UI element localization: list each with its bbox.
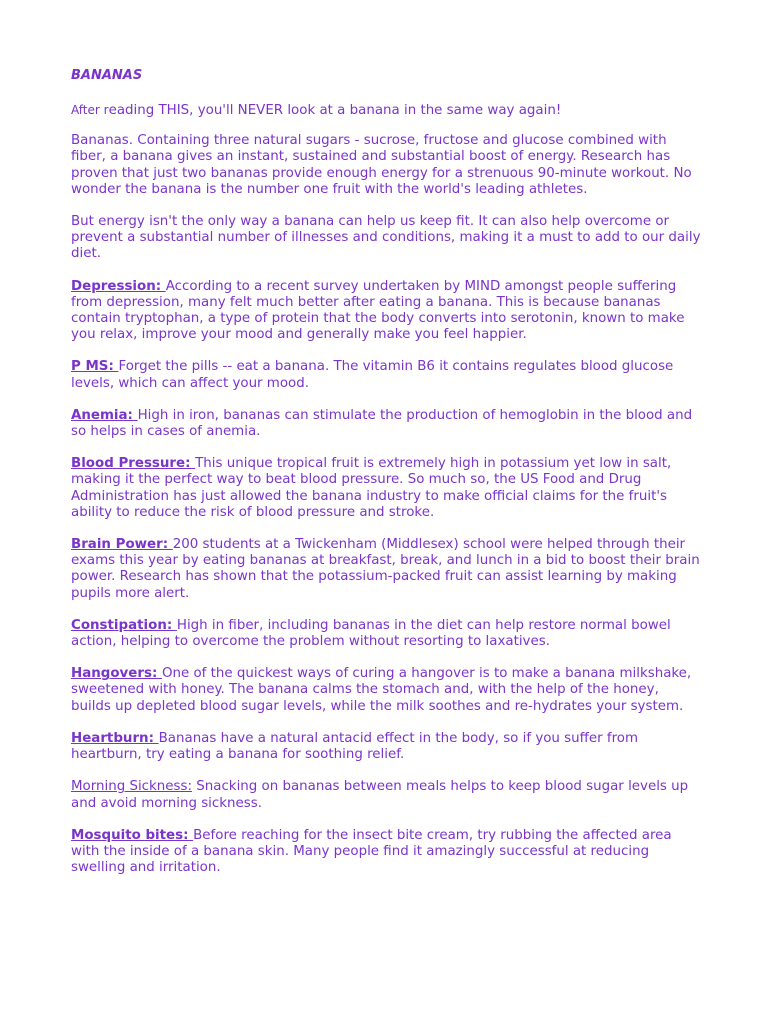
section-constipation bbox=[71, 618, 701, 650]
section-body: This unique tropical fruit is extremely high in potassium yet low in salt, making it the perfect way to beat blood pressure. So much so, the US Food and Drug Administration has just allowed the banana industry to make official claims for the fruit's ability to reduce the risk of blood pressure and stroke. bbox=[71, 456, 672, 520]
section-body: Before reaching for the insect bite cream, try rubbing the affected area with the inside of a banana skin. Many people find it amazingly successful at reducing swelling and irritation. bbox=[71, 827, 672, 876]
section-body: According to a recent survey undertaken by MIND amongst people suffering from depression, many felt much better after eating a banana. This is because bananas contain tryptophan, a type of protein that the body converts into serotonin, known to make you relax, improve your mood and generally make you feel happier. bbox=[71, 278, 685, 343]
section-heading: P MS: bbox=[71, 359, 119, 375]
section-brain-power bbox=[71, 537, 701, 602]
section-heading: Constipation: bbox=[71, 617, 177, 633]
section-hangovers bbox=[71, 666, 701, 715]
section-body: High in iron, bananas can stimulate the production of hemoglobin in the blood and so helps in cases of anemia. bbox=[71, 407, 693, 440]
section-body: High in fiber, including bananas in the diet can help restore normal bowel action, helping to overcome the problem without resorting to laxatives. bbox=[71, 617, 671, 650]
section-heading: Mosquito bites: bbox=[71, 827, 194, 843]
section-mosquito-bites bbox=[71, 828, 701, 877]
section-heading: Blood Pressure: bbox=[71, 456, 196, 472]
section-body: Bananas have a natural antacid effect in the body, so if you suffer from heartburn, try eating a banana for soothing relief. bbox=[71, 730, 639, 763]
document-title: BANANAS bbox=[71, 68, 143, 83]
section-heartburn bbox=[71, 731, 701, 763]
section-heading: Morning Sickness: bbox=[71, 779, 192, 795]
section-heading: Brain Power: bbox=[71, 537, 173, 553]
section-body: One of the quickest ways of curing a hangover is to make a banana milkshake, sweetened with honey. The banana calms the stomach and, with the help of the honey, builds up depleted blood sugar levels, while the milk soothes and re-hydrates your system. bbox=[71, 666, 692, 714]
section-body: Snacking on bananas between meals helps to keep blood sugar levels up and avoid morning sickness. bbox=[71, 779, 689, 811]
intro-prefix: After r bbox=[71, 103, 109, 117]
intro-rest: eading THIS, you'll NEVER look at a banana in the same way again! bbox=[108, 103, 562, 118]
document-page bbox=[71, 68, 701, 892]
section-pms bbox=[71, 359, 701, 391]
paragraph-energy: Bananas. Containing three natural sugars - sucrose, fructose and glucose combined with fiber, a banana gives an instant, sustained and substantial boost of energy. Research has proven that just two bananas provide enough energy for a strenuous 90-minute workout. No wonder the banana is the number one fruit with the world's leading athletes. bbox=[71, 133, 692, 197]
section-heading: Anemia: bbox=[71, 407, 138, 423]
section-blood-pressure bbox=[71, 456, 701, 521]
section-body: 200 students at a Twickenham (Middlesex) school were helped through their exams this year by eating bananas at breakfast, break, and lunch in a bid to boost their brain power. Research has shown that the potassium-packed fruit can assist learning by making pupils more alert. bbox=[71, 537, 700, 601]
section-morning-sickness bbox=[71, 779, 701, 811]
paragraph-health: But energy isn't the only way a banana can help us keep fit. It can also help overcome or prevent a substantial number of illnesses and conditions, making it a must to add to our daily diet. bbox=[71, 214, 701, 262]
section-heading: Hangovers: bbox=[71, 666, 162, 682]
section-body: Forget the pills -- eat a banana. The vitamin B6 it contains regulates blood glucose levels, which can affect your mood. bbox=[71, 359, 674, 391]
section-anemia bbox=[71, 408, 701, 440]
section-heading: Heartburn: bbox=[71, 730, 159, 746]
intro-line bbox=[71, 102, 701, 119]
section-heading: Depression: bbox=[71, 278, 166, 294]
section-depression bbox=[71, 279, 701, 344]
